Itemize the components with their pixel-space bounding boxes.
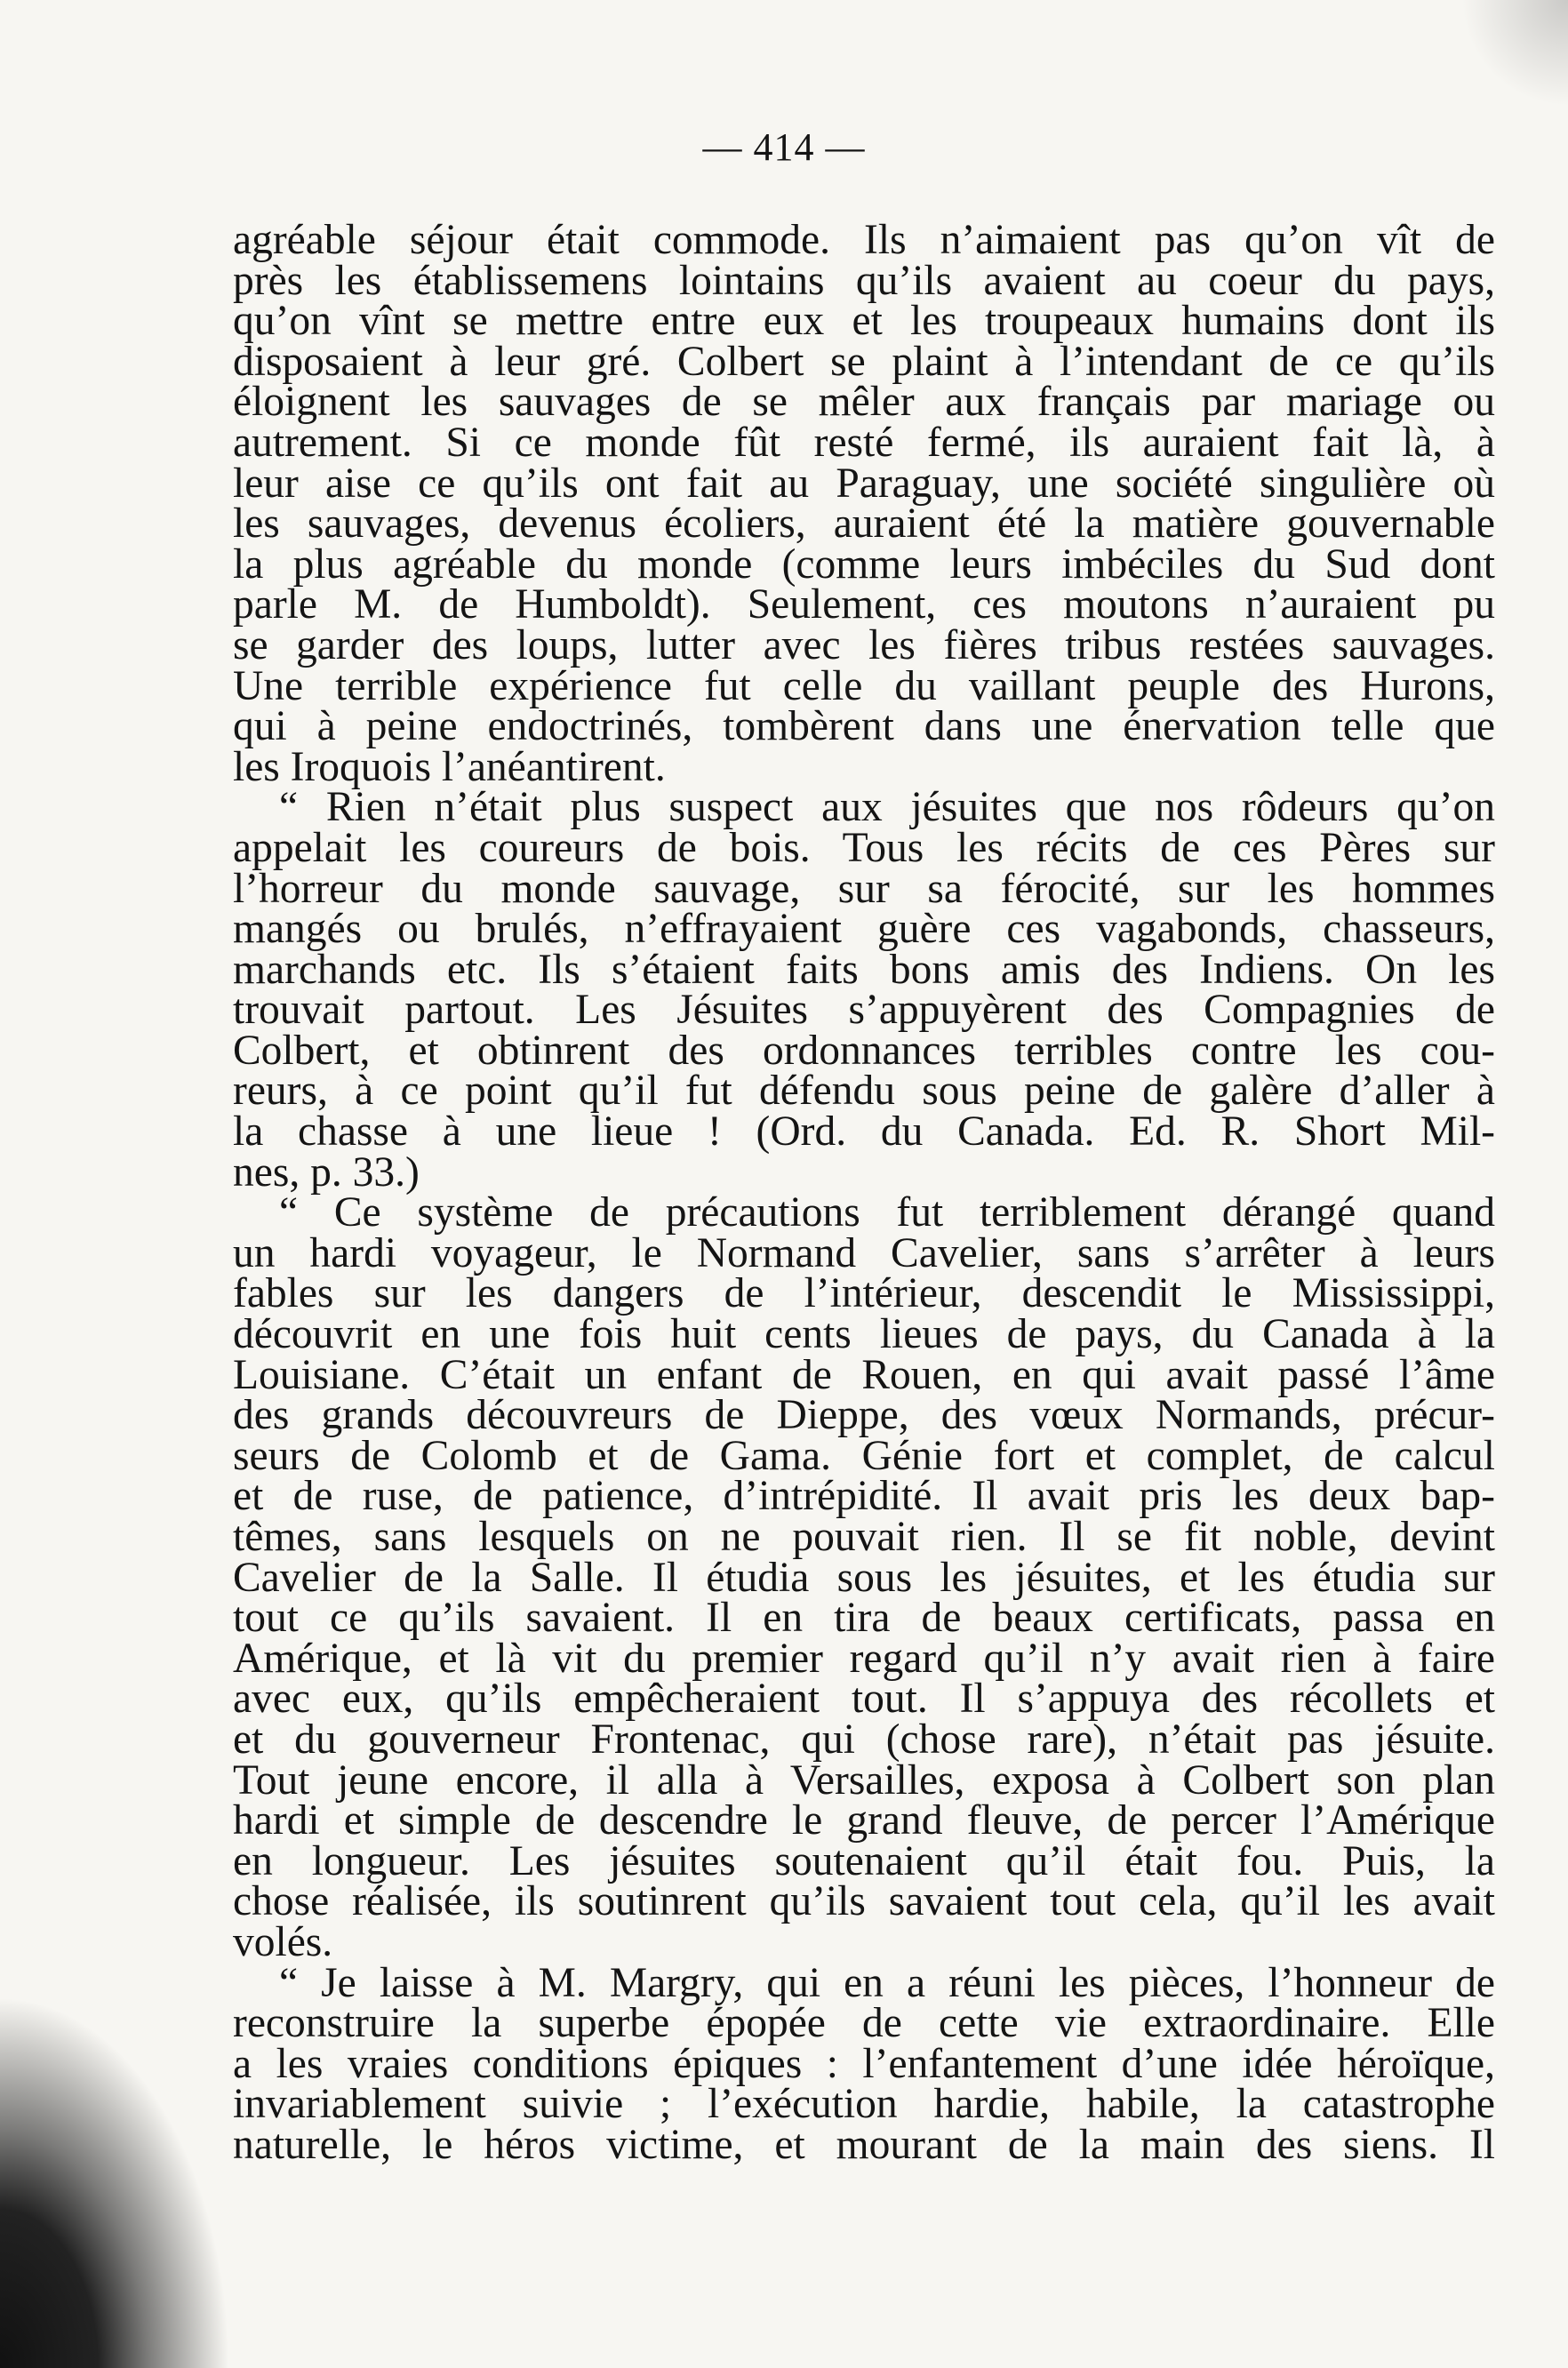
text-line: la plus agréable du monde (comme leurs imbéciles du Sud dont bbox=[233, 540, 1495, 588]
text-line: invariablement suivie ; l’exécution hardie, habile, la catastrophe bbox=[233, 2081, 1495, 2128]
text-line: éloignent les sauvages de se mêler aux français par mariage ou bbox=[233, 379, 1495, 426]
text-line: appelait les coureurs de bois. Tous les récits de ces Pères sur bbox=[233, 824, 1495, 871]
scan-edge-shadow bbox=[0, 1995, 231, 2368]
text-line: la chasse à une lieue ! (Ord. du Canada. Ed. R. Short Mil- bbox=[233, 1108, 1495, 1156]
text-line: qui à peine endoctrinés, tombèrent dans une énervation telle que bbox=[233, 703, 1495, 750]
text-line: qu’on vînt se mettre entre eux et les troupeaux humains dont ils bbox=[233, 298, 1495, 345]
text-line: hardi et simple de descendre le grand fleuve, de percer l’Amérique bbox=[233, 1797, 1495, 1844]
text-line: leur aise ce qu’ils ont fait au Paraguay, une société singulière où bbox=[233, 460, 1495, 507]
text-line: nes, p. 33.) bbox=[233, 1148, 420, 1196]
text-line: reconstruire la superbe épopée de cette vie extraordinaire. Elle bbox=[233, 2000, 1495, 2047]
text-line: “ Rien n’était plus suspect aux jésuites que nos rôdeurs qu’on bbox=[279, 784, 1495, 831]
text-line: et de ruse, de patience, d’intrépidité. Il avait pris les deux bap- bbox=[233, 1473, 1495, 1520]
text-line: mangés ou brulés, n’effrayaient guère ces vagabonds, chasseurs, bbox=[233, 906, 1495, 953]
text-line: l’horreur du monde sauvage, sur sa férocité, sur les hommes bbox=[233, 865, 1495, 912]
text-line: avec eux, qu’ils empêcheraient tout. Il s’appuya des récollets et bbox=[233, 1676, 1495, 1723]
text-line: disposaient à leur gré. Colbert se plaint à l’intendant de ce qu’ils bbox=[233, 338, 1495, 385]
text-line: agréable séjour était commode. Ils n’aimaient pas qu’on vît de bbox=[233, 217, 1495, 263]
text-line: “ Ce système de précautions fut terriblement dérangé quand bbox=[279, 1189, 1495, 1236]
text-line: fables sur les dangers de l’intérieur, descendit le Mississippi, bbox=[233, 1270, 1495, 1317]
text-line: Tout jeune encore, il alla à Versailles, exposa à Colbert son plan bbox=[233, 1756, 1495, 1804]
text-line: parle M. de Humboldt). Seulement, ces moutons n’auraient pu bbox=[233, 581, 1495, 628]
text-line: Cavelier de la Salle. Il étudia sous les jésuites, et les étudia sur bbox=[233, 1554, 1495, 1601]
text-line: trouvait partout. Les Jésuites s’appuyèrent des Compagnies de bbox=[233, 987, 1495, 1034]
text-line: chose réalisée, ils soutinrent qu’ils savaient tout cela, qu’il les avait bbox=[233, 1878, 1495, 1925]
text-line: “ Je laisse à M. Margry, qui en a réuni les pièces, l’honneur de bbox=[279, 1959, 1495, 2006]
text-line: et du gouverneur Frontenac, qui (chose rare), n’était pas jésuite. bbox=[233, 1716, 1495, 1763]
text-line: les Iroquois l’anéantirent. bbox=[233, 743, 666, 790]
text-line: a les vraies conditions épiques : l’enfantement d’une idée héroïque, bbox=[233, 2040, 1495, 2087]
text-line: seurs de Colomb et de Gama. Génie fort et complet, de calcul bbox=[233, 1432, 1495, 1479]
text-line: se garder des loups, lutter avec les fières tribus restées sauvages. bbox=[233, 621, 1495, 668]
text-line: un hardi voyageur, le Normand Cavelier, sans s’arrêter à leurs bbox=[233, 1229, 1495, 1276]
text-line: Louisiane. C’était un enfant de Rouen, en qui avait passé l’âme bbox=[233, 1351, 1495, 1398]
text-line: découvrit en une fois huit cents lieues de pays, du Canada à la bbox=[233, 1311, 1495, 1358]
text-line: Amérique, et là vit du premier regard qu’il n’y avait rien à faire bbox=[233, 1635, 1495, 1682]
text-line: marchands etc. Ils s’étaient faits bons amis des Indiens. On les bbox=[233, 946, 1495, 993]
text-line: les sauvages, devenus écoliers, auraient été la matière gouvernable bbox=[233, 500, 1495, 548]
text-line: naturelle, le héros victime, et mourant de la main des siens. Il bbox=[233, 2121, 1495, 2168]
text-line: Une terrible expérience fut celle du vaillant peuple des Hurons, bbox=[233, 662, 1495, 709]
body-text bbox=[233, 217, 1495, 2168]
text-line: tout ce qu’ils savaient. Il en tira de beaux certificats, passa en bbox=[233, 1595, 1495, 1642]
page-corner-stain bbox=[1461, 0, 1568, 107]
page-number: — 414 — bbox=[702, 125, 866, 169]
text-line: reurs, à ce point qu’il fut défendu sous peine de galère d’aller à bbox=[233, 1068, 1495, 1115]
text-line: en longueur. Les jésuites soutenaient qu’il était fou. Puis, la bbox=[233, 1837, 1495, 1884]
text-line: autrement. Si ce monde fût resté fermé, ils auraient fait là, à bbox=[233, 419, 1495, 466]
text-line: volés. bbox=[233, 1918, 333, 1965]
text-line: têmes, sans lesquels on ne pouvait rien. Il se fit noble, devint bbox=[233, 1514, 1495, 1560]
text-line: des grands découvreurs de Dieppe, des vœux Normands, précur- bbox=[233, 1392, 1495, 1439]
text-line: près les établissemens lointains qu’ils avaient au coeur du pays, bbox=[233, 257, 1495, 304]
text-line: Colbert, et obtinrent des ordonnances terribles contre les cou- bbox=[233, 1027, 1495, 1074]
